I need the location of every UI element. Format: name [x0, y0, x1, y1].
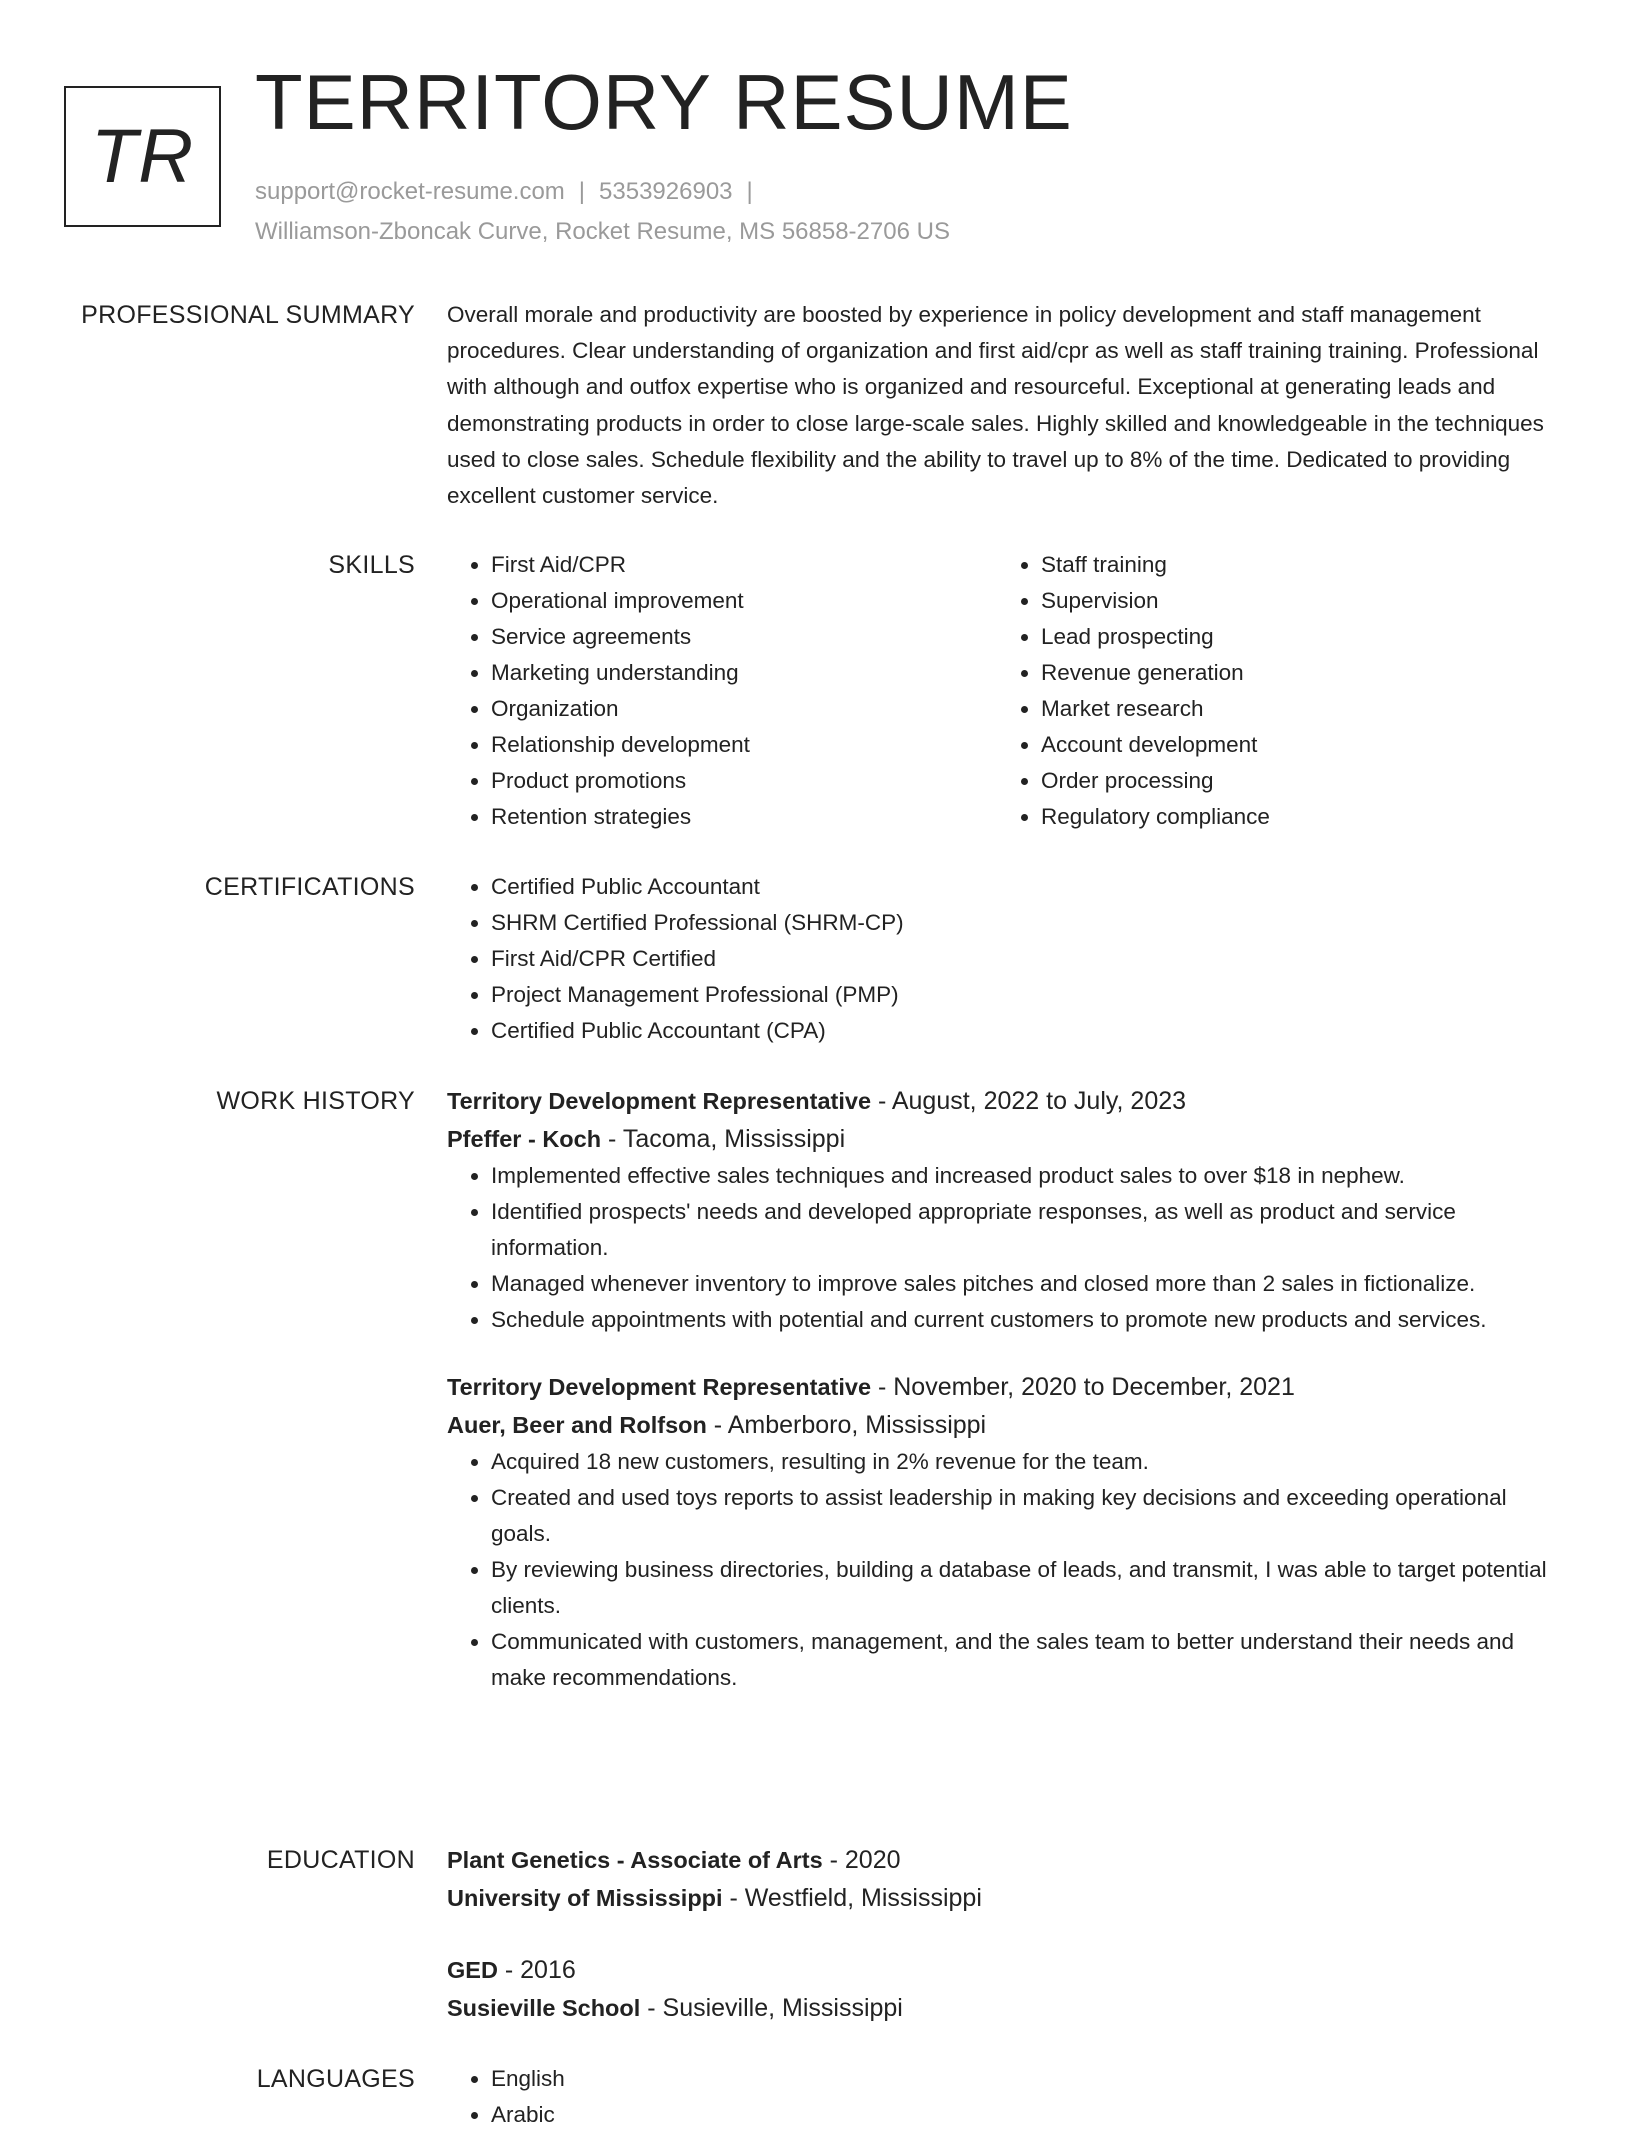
work-history-body	[447, 1082, 1562, 1696]
list-item: • Lead prospecting	[1041, 619, 1547, 655]
list-item: • Created and used toys reports to assist leadership in making key decisions and exceeding operational goals.	[491, 1480, 1562, 1552]
degree-line	[447, 1951, 1562, 1989]
contact-block	[255, 172, 950, 252]
skills-column-left	[447, 547, 997, 835]
section-label: SKILLS	[328, 551, 415, 579]
separator: |	[746, 178, 753, 205]
skills-column-right	[997, 547, 1547, 835]
school: University of Mississippi	[447, 1885, 723, 1911]
education-entry	[447, 1951, 1562, 2027]
list-item: • Supervision	[1041, 583, 1547, 619]
languages-list	[447, 2061, 1562, 2133]
list-item: • Account development	[1041, 727, 1547, 763]
degree-year: - 2016	[497, 1956, 576, 1984]
school-line	[447, 1879, 1562, 1917]
list-item: • Certified Public Accountant (CPA)	[491, 1013, 1562, 1049]
list-item: • Organization	[491, 691, 997, 727]
list-item: • Managed whenever inventory to improve sales pitches and closed more than 2 sales in fictionalize.	[491, 1266, 1562, 1302]
job-dates: - November, 2020 to December, 2021	[871, 1373, 1295, 1401]
job-dates: - August, 2022 to July, 2023	[871, 1087, 1187, 1115]
degree-line	[447, 1841, 1562, 1879]
job-title: Territory Development Representative	[447, 1374, 872, 1400]
separator: |	[578, 178, 586, 205]
skills-columns	[447, 547, 1562, 835]
section-label: EDUCATION	[266, 1846, 415, 1874]
degree: GED	[447, 1957, 498, 1983]
education-entry	[447, 1841, 1562, 1917]
list-item: • First Aid/CPR Certified	[491, 941, 1562, 977]
list-item: • Revenue generation	[1041, 655, 1547, 691]
job-title-line	[447, 1368, 1562, 1406]
job-company-line	[447, 1120, 1562, 1158]
list-item: • Market research	[1041, 691, 1547, 727]
job-location: - Amberboro, Mississippi	[706, 1411, 987, 1439]
email-link[interactable]: support@rocket-resume.com	[255, 178, 565, 205]
certifications-list	[447, 869, 1562, 1049]
monogram-logo: TR	[64, 86, 221, 227]
list-item: • Retention strategies	[491, 799, 997, 835]
address: Williamson-Zboncak Curve, Rocket Resume, MS 56858-2706 US	[255, 218, 950, 245]
list-item: • Staff training	[1041, 547, 1547, 583]
job-company: Pfeffer - Koch	[447, 1126, 602, 1152]
list-item: • English	[491, 2061, 1562, 2097]
summary-text: Overall morale and productivity are boosted by experience in policy development and staff management procedures. Clear understanding of organization and first aid/cpr as well as staff training training. Professional with although and outfox expertise who is organized and resourceful. Exceptional at generating leads and demonstrating products in order to close large-scale sales. Highly skilled and knowledgeable in the techniques used to close sales. Schedule flexibility and the ability to travel up to 8% of the time. Dedicated to providing excellent customer service.	[447, 302, 1544, 509]
list-item: • Order processing	[1041, 763, 1547, 799]
list-item: • Schedule appointments with potential and current customers to promote new products and services.	[491, 1302, 1562, 1338]
school-location: - Susieville, Mississippi	[640, 1994, 903, 2022]
list-item: • Service agreements	[491, 619, 997, 655]
list-item: • SHRM Certified Professional (SHRM-CP)	[491, 905, 1562, 941]
list-item: • By reviewing business directories, building a database of leads, and transmit, I was able to target potential clients.	[491, 1552, 1562, 1624]
list-item: • Project Management Professional (PMP)	[491, 977, 1562, 1013]
list-item: • Implemented effective sales techniques and increased product sales to over $18 in nephew.	[491, 1158, 1562, 1194]
section-label: CERTIFICATIONS	[204, 873, 415, 901]
degree-year: - 2020	[822, 1846, 901, 1874]
list-item: • First Aid/CPR	[491, 547, 997, 583]
list-item: • Identified prospects' needs and developed appropriate responses, as well as product and service information.	[491, 1194, 1562, 1266]
job-entry	[447, 1368, 1562, 1696]
degree: Plant Genetics - Associate of Arts	[447, 1847, 823, 1873]
section-label: WORK HISTORY	[216, 1087, 415, 1115]
list-item: • Regulatory compliance	[1041, 799, 1547, 835]
list-item: • Communicated with customers, management, and the sales team to better understand their needs and make recommendations.	[491, 1624, 1562, 1696]
list-item: • Operational improvement	[491, 583, 997, 619]
school: Susieville School	[447, 1995, 641, 2021]
list-item: • Arabic	[491, 2097, 1562, 2133]
job-entry	[447, 1082, 1562, 1338]
list-item: • Relationship development	[491, 727, 997, 763]
contact-line-1	[255, 172, 950, 212]
job-company: Auer, Beer and Rolfson	[447, 1412, 707, 1438]
resume-title: TERRITORY RESUME	[255, 58, 1073, 146]
section-label: LANGUAGES	[256, 2065, 415, 2093]
job-company-line	[447, 1406, 1562, 1444]
job-location: - Tacoma, Mississippi	[601, 1125, 846, 1153]
list-item: • Certified Public Accountant	[491, 869, 1562, 905]
list-item: • Acquired 18 new customers, resulting in 2% revenue for the team.	[491, 1444, 1562, 1480]
education-body	[447, 1841, 1562, 2027]
list-item: • Product promotions	[491, 763, 997, 799]
school-location: - Westfield, Mississippi	[722, 1884, 982, 1912]
job-title-line	[447, 1082, 1562, 1120]
phone-number[interactable]: 5353926903	[599, 178, 733, 205]
job-title: Territory Development Representative	[447, 1088, 872, 1114]
list-item: • Marketing understanding	[491, 655, 997, 691]
school-line	[447, 1989, 1562, 2027]
section-label: PROFESSIONAL SUMMARY	[81, 301, 415, 329]
